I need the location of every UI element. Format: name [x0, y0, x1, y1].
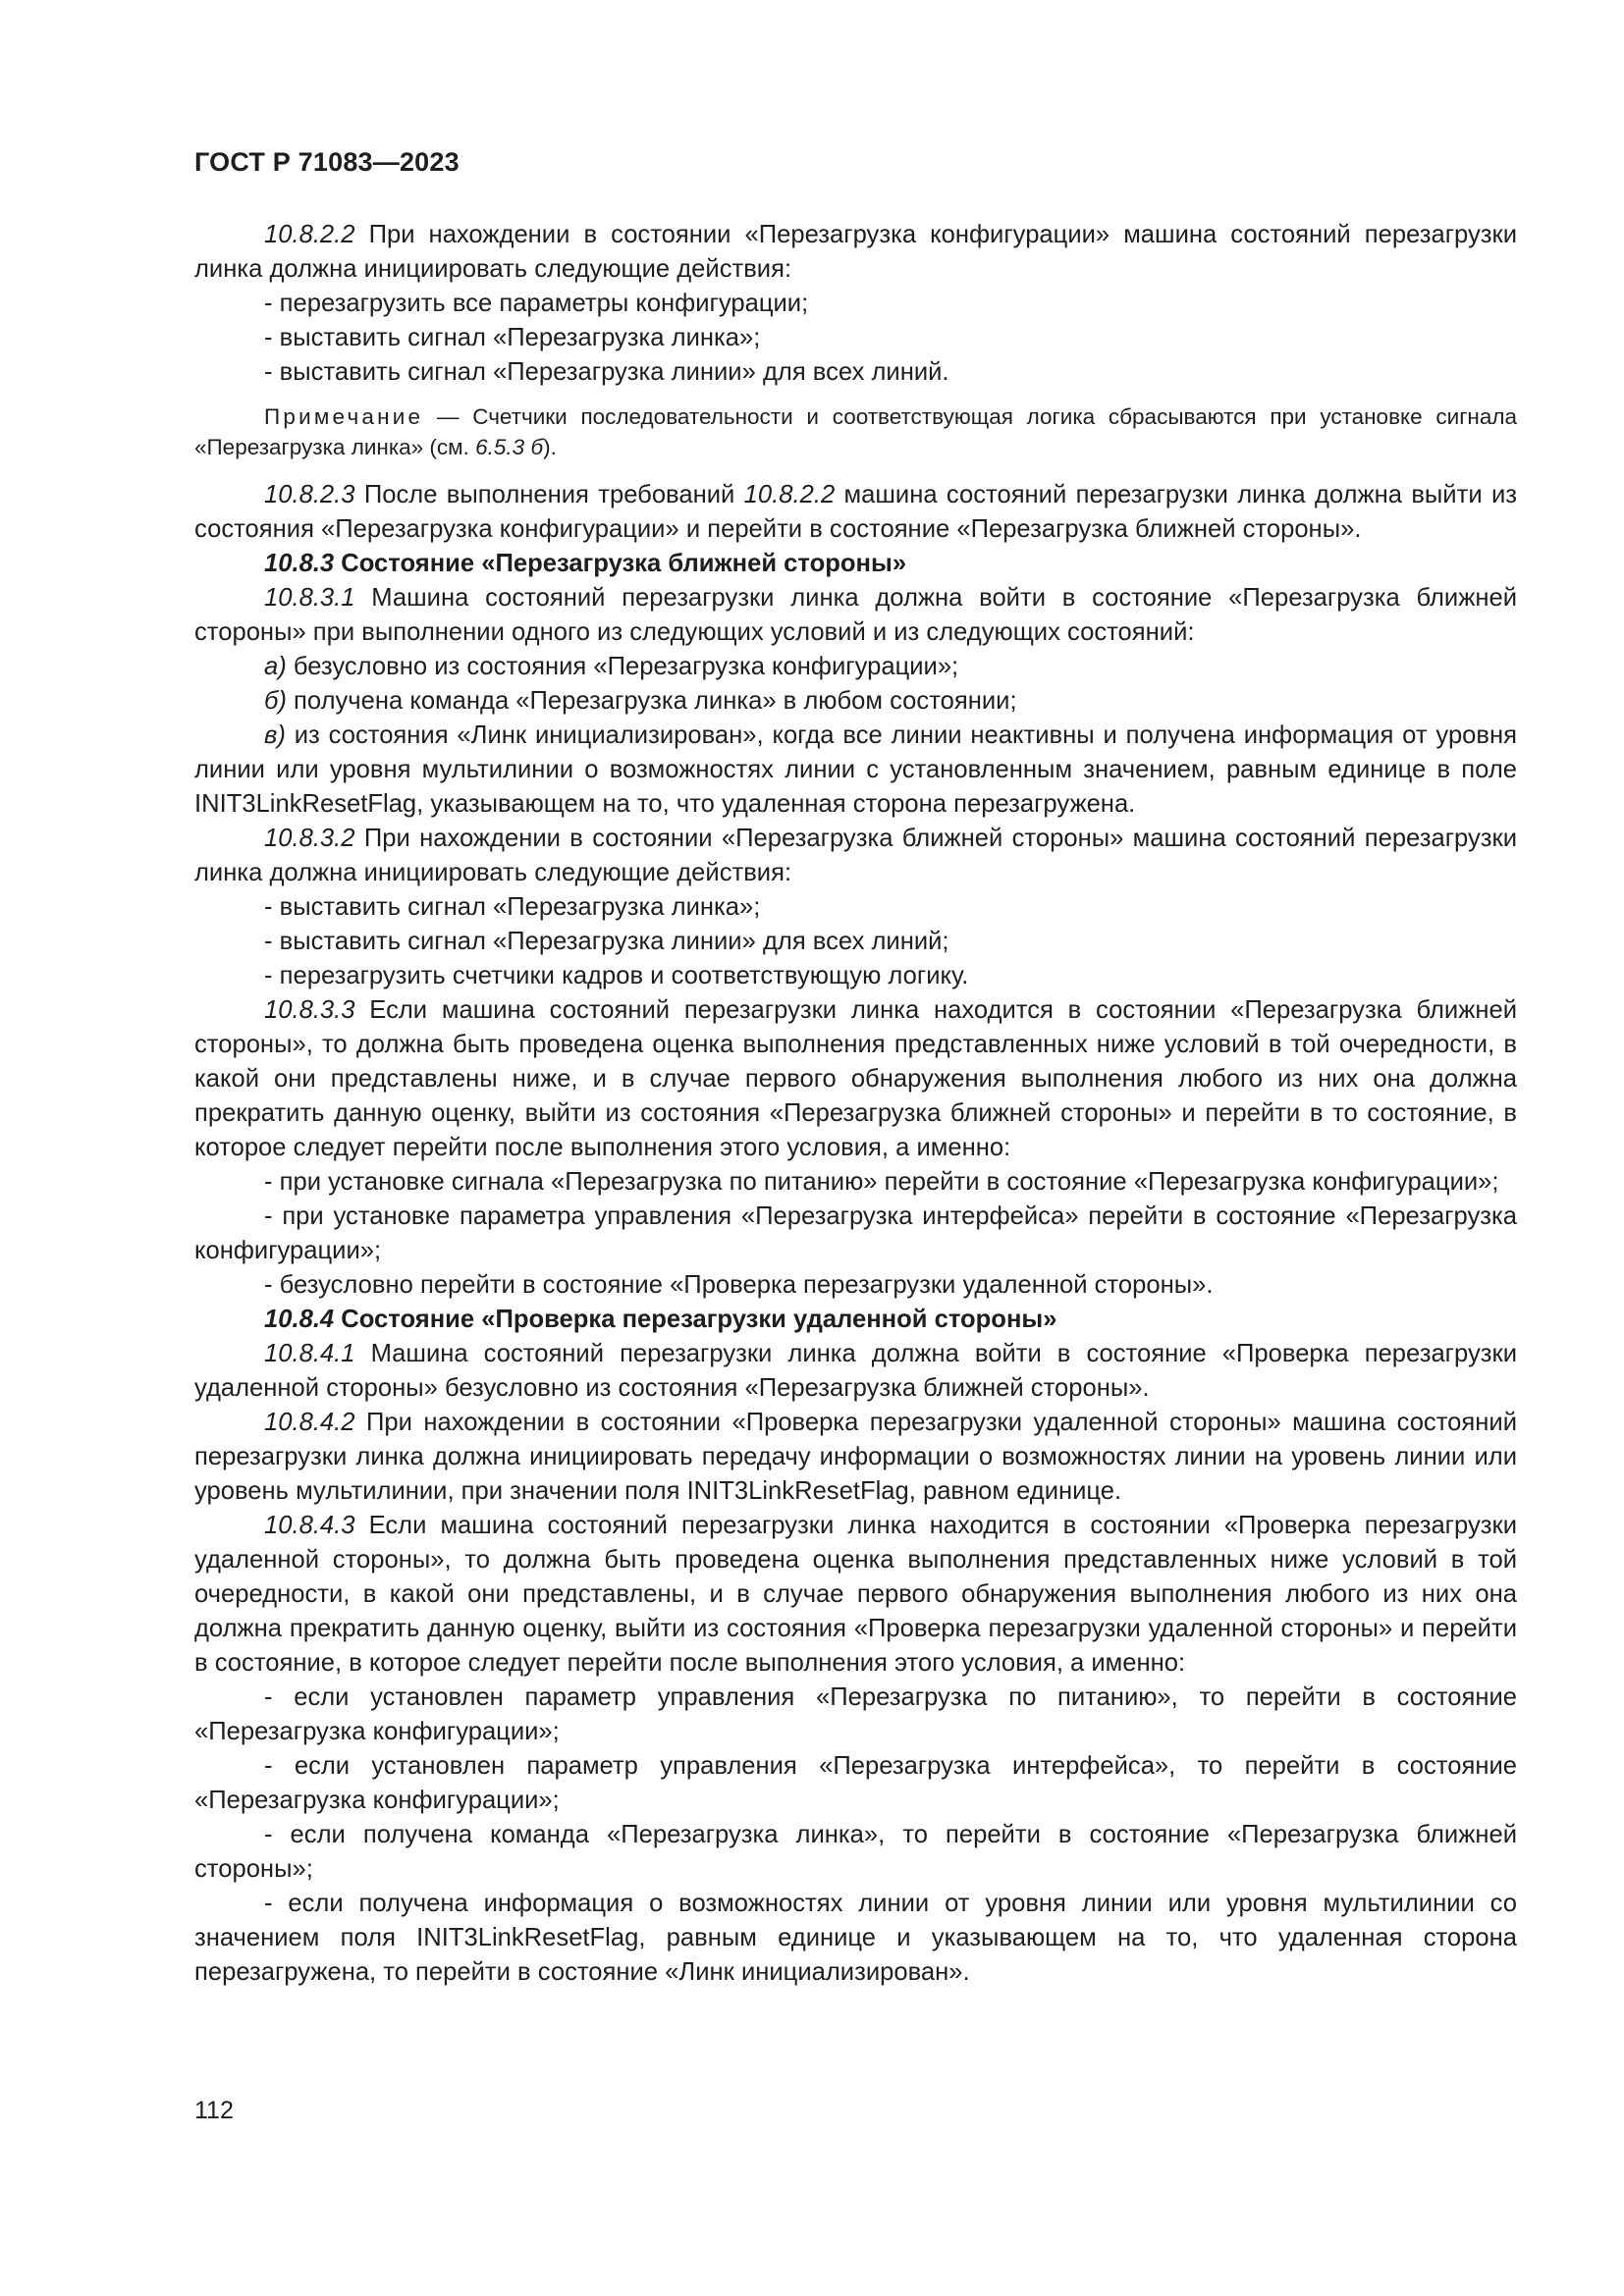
- list-item: - если установлен параметр управления «Перезагрузка интерфейса», то перейти в состояние «Перезагрузка конфигурации»;: [194, 1752, 1517, 1814]
- item-letter: в): [264, 721, 286, 749]
- clause-text: Если машина состояний перезагрузки линка находится в состоянии «Перезагрузка ближней стороны», то должна быть проведена оценка выполнения представленных ниже условий в той очередности, в какой они представлены ниже, и в случае первого обнаружения выполнения любого из них она должна прекратить данную оценку, выйти из состояния «Перезагрузка ближней стороны» и перейти в то состояние, в которое следует перейти после выполнения этого условия, а именно:: [194, 996, 1517, 1161]
- section-number: 10.8.4: [264, 1306, 335, 1333]
- clause-text: Машина состояний перезагрузки линка должна войти в состояние «Проверка перезагрузки удаленной стороны» безусловно из состояния «Перезагрузка ближней стороны».: [194, 1340, 1517, 1402]
- section-number: 10.8.3: [264, 550, 335, 577]
- clause-text: При нахождении в состоянии «Проверка перезагрузки удаленной стороны» машина состояний перезагрузки линка должна инициировать передачу информации о возможностях линии на уровень линии или уровень мультилинии, при значении поля INIT3LinkResetFlag, равном единице.: [194, 1409, 1517, 1505]
- enumerated-item: [194, 684, 1517, 719]
- note-label: Примечание: [264, 404, 424, 429]
- list-item: - перезагрузить счетчики кадров и соответствующую логику.: [264, 962, 969, 989]
- clause-10-8-3-1: [194, 581, 1517, 650]
- list-item: - выставить сигнал «Перезагрузка линка»;: [264, 324, 761, 351]
- enumerated-item: [194, 650, 1517, 684]
- clause-number: 10.8.4.2: [264, 1409, 355, 1436]
- list-item: - перезагрузить все параметры конфигурации;: [264, 290, 809, 317]
- item-letter: б): [264, 687, 287, 715]
- clause-number: 10.8.2.3: [264, 481, 355, 508]
- list-item: - при установке сигнала «Перезагрузка по питанию» перейти в состояние «Перезагрузка конфигурации»;: [264, 1168, 1499, 1196]
- clause-text: Машина состояний перезагрузки линка должна войти в состояние «Перезагрузка ближней стороны» при выполнении одного из следующих условий и из следующих состояний:: [194, 584, 1517, 646]
- clause-10-8-4-3: [194, 1509, 1517, 1681]
- item-text: из состояния «Линк инициализирован», когда все линии неактивны и получена информация от уровня линии или уровня мультилинии о возможностях линии с установленным значением, равным единице в поле INIT3LinkResetFlag, указывающем на то, что удаленная сторона перезагружена.: [194, 721, 1517, 818]
- clause-number: 10.8.4.3: [264, 1512, 355, 1539]
- list-item: - если получена информация о возможностях линии от уровня линии или уровня мультилинии со значением поля INIT3LinkResetFlag, равным единице и указывающем на то, что удаленная сторона перезагружена, то перейти в состояние «Линк инициализирован».: [194, 1890, 1517, 1986]
- page-number: 112: [194, 2097, 234, 2124]
- section-heading-10-8-3: [194, 547, 1517, 581]
- clause-reference: 10.8.2.2: [743, 481, 836, 508]
- list-item: - при установке параметра управления «Перезагрузка интерфейса» перейти в состояние «Перезагрузка конфигурации»;: [194, 1202, 1517, 1264]
- document-body: [194, 218, 1517, 1990]
- clause-number: 10.8.2.2: [264, 221, 355, 248]
- note-text: — Счетчики последовательности и соответствующая логика сбрасываются при установке сигнала «Перезагрузка линка» (см.: [194, 404, 1517, 459]
- clause-10-8-3-3: [194, 993, 1517, 1165]
- note-tail: ).: [543, 435, 557, 459]
- clause-10-8-2-3: [194, 478, 1517, 547]
- item-text: получена команда «Перезагрузка линка» в любом состоянии;: [286, 687, 1017, 715]
- clause-text: При нахождении в состоянии «Перезагрузка ближней стороны» машина состояний перезагрузки линка должна инициировать следующие действия:: [194, 825, 1517, 886]
- note: [194, 401, 1517, 462]
- clause-number: 10.8.3.2: [264, 825, 355, 852]
- clause-number: 10.8.3.1: [264, 584, 355, 612]
- clause-10-8-2-2: [194, 218, 1517, 287]
- item-letter: а): [264, 653, 287, 680]
- document-header: ГОСТ Р 71083—2023: [194, 147, 460, 177]
- clause-text: машина состояний перезагрузки линка должна выйти из состояния «Перезагрузка конфигурации» и перейти в состояние «Перезагрузка ближней стороны».: [194, 481, 1517, 543]
- list-item: - если установлен параметр управления «Перезагрузка по питанию», то перейти в состояние «Перезагрузка конфигурации»;: [194, 1683, 1517, 1745]
- list-item: - выставить сигнал «Перезагрузка линии» для всех линий.: [264, 358, 949, 386]
- clause-number: 10.8.4.1: [264, 1340, 355, 1367]
- enumerated-item: [194, 719, 1517, 822]
- clause-10-8-4-1: [194, 1337, 1517, 1406]
- clause-number: 10.8.3.3: [264, 996, 355, 1024]
- clause-text: Если машина состояний перезагрузки линка находится в состоянии «Проверка перезагрузки удаленной стороны», то должна быть проведена оценка выполнения представленных ниже условий в той очередности, в какой они представлены, и в случае первого обнаружения выполнения любого из них она должна прекратить данную оценку, выйти из состояния «Проверка перезагрузки удаленной стороны» и перейти в состояние, в которое следует перейти после выполнения этого условия, а именно:: [194, 1512, 1517, 1677]
- note-reference: 6.5.3 б: [475, 435, 544, 459]
- clause-text: После выполнения требований: [354, 481, 744, 508]
- list-item: - выставить сигнал «Перезагрузка линии» для всех линий;: [264, 928, 949, 955]
- list-item: - выставить сигнал «Перезагрузка линка»;: [264, 893, 761, 921]
- list-item: - безусловно перейти в состояние «Проверка перезагрузки удаленной стороны».: [264, 1271, 1214, 1299]
- section-title: Состояние «Перезагрузка ближней стороны»: [334, 550, 907, 577]
- item-text: безусловно из состояния «Перезагрузка конфигурации»;: [286, 653, 959, 680]
- list-item: - если получена команда «Перезагрузка линка», то перейти в состояние «Перезагрузка ближней стороны»;: [194, 1821, 1517, 1883]
- section-heading-10-8-4: [194, 1303, 1517, 1337]
- section-title: Состояние «Проверка перезагрузки удаленной стороны»: [334, 1306, 1057, 1333]
- clause-text: При нахождении в состоянии «Перезагрузка конфигурации» машина состояний перезагрузки линка должна инициировать следующие действия:: [194, 221, 1517, 283]
- clause-10-8-4-2: [194, 1406, 1517, 1509]
- clause-10-8-3-2: [194, 822, 1517, 890]
